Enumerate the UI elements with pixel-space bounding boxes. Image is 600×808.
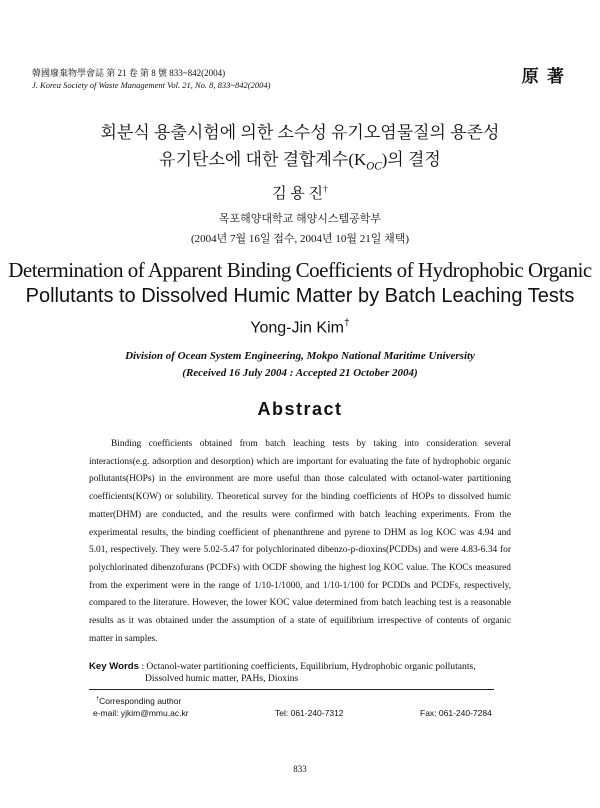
author-fax: Fax: 061-240-7284 [420, 708, 492, 718]
korean-dates: (2004년 7월 16일 접수, 2004년 10월 21일 채택) [190, 233, 410, 245]
korean-author-name: 김 용 진 [272, 186, 324, 202]
english-dates: (Received 16 July 2004 : Accepted 21 October 2004) [182, 367, 418, 379]
korean-title-subscript: OC [366, 160, 382, 173]
korean-title-line2-suffix: )의 결정 [381, 150, 441, 169]
keywords-block [89, 661, 509, 685]
english-author [0, 318, 600, 337]
keywords-line1: Octanol-water partitioning coefficients, Equilibrium, Hydrophobic organic pollutants, [146, 661, 476, 672]
korean-title-line2-prefix: 유기탄소에 대한 결합계수(K [159, 150, 367, 169]
english-author-name: Yong-Jin Kim [250, 319, 344, 337]
corresponding-author-note [96, 696, 181, 706]
english-title-line1: Determination of Apparent Binding Coefficients of Hydrophobic Organic [8, 258, 592, 282]
abstract-body: Binding coefficients obtained from batch leaching tests by taking into consideration several interactions(e.g. adsorption and desorption) which are important for evaluating the fate of hydrophobic organic pollutants(HOPs) in the environment are more useful than those calculated with octanol-water partitioning coefficients(KOW) or solubility. Theoretical survey for the binding coefficients of HOPs to dissolved humic matter(DHM) are conducted, and the results were confirmed with batch leaching experiments. From the experimental results, the binding coefficient of phenanthrene and pyrene to DHM as log KOC was 4.94 and 5.01, respectively. They were 5.02-5.47 for polychlorinated dibenzo-p-dioxins(PCDDs) and were 4.83-6.34 for polychlorinated dibenzofurans (PCDFs) with OCDF showing the highest log KOC value. The KOCs measured from the experiment were in the range of 1/10-1/1000, and 1/10-1/100 for PCDDs and PCDFs, respectively, compared to the literature. However, the lower KOC value determined from batch leaching test is a reasonable results as it was obtained under the assumption of a state of equilibrium irrespective of contents of organic matter in samples. [89, 439, 511, 644]
page-number: 833 [293, 764, 307, 774]
footnote-divider [89, 689, 494, 690]
korean-author-mark: † [323, 184, 328, 195]
korean-affiliation: 목포해양대학교 해양시스템공학부 [218, 213, 382, 225]
author-telephone: Tel: 061-240-7312 [275, 708, 344, 718]
korean-author [0, 182, 600, 203]
author-email: e-mail: yjkim@mmu.ac.kr [93, 708, 189, 718]
journal-header-korean: 韓國廢棄物學會誌 第 21 卷 第 8 號 833~842(2004) [32, 68, 226, 78]
corresponding-label: Corresponding author [99, 696, 182, 706]
keywords-colon: : [138, 661, 147, 672]
article-type-badge: 原 著 [521, 67, 566, 86]
abstract-heading: Abstract [257, 399, 343, 419]
keywords-line2: Dissolved humic matter, PAHs, Dioxins [145, 673, 299, 684]
english-author-mark: † [343, 318, 350, 329]
keywords-label: Key Words [89, 661, 139, 672]
korean-title-line1: 회분식 용출시험에 의한 소수성 유기오염물질의 용존성 [100, 123, 500, 142]
korean-title-line2 [0, 145, 600, 172]
corresponding-mark: † [96, 696, 100, 703]
english-title-line2: Pollutants to Dissolved Humic Matter by Batch Leaching Tests [25, 285, 575, 307]
journal-header-english: J. Korea Society of Waste Management Vol. 21, No. 8, 833~842(2004) [32, 80, 271, 90]
english-affiliation: Division of Ocean System Engineering, Mokpo National Maritime University [125, 350, 475, 362]
